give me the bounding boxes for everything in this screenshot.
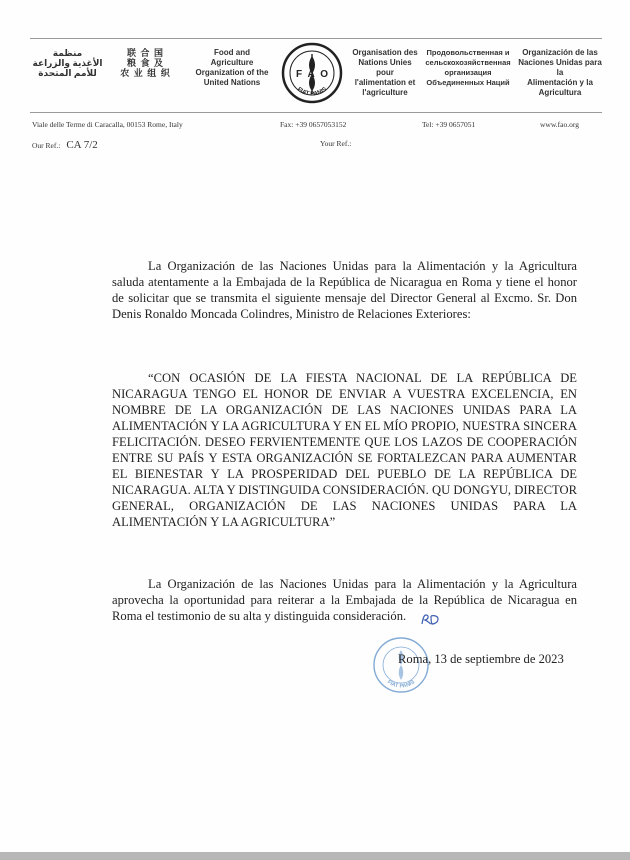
our-ref-label: Our Ref.: [32,141,61,150]
contact-address: Viale delle Terme di Caracalla, 00153 Rome, Italy [32,120,183,129]
logo-motto: FIAT PANIS [295,86,329,98]
page-shadow-edge [0,852,630,860]
letterhead-russian: Продовольственная и сельскохозяйственная организация Объединенных Наций [425,48,511,87]
logo-letters: F A O [296,69,328,80]
stamp-text: FIAT PANIS [385,679,417,690]
our-ref-value: CA 7/2 [66,139,98,151]
contact-fax: Fax: +39 0657053152 [280,120,347,129]
header-top-rule [30,38,602,39]
dateline: Roma, 13 de septiembre de 2023 [398,652,564,666]
our-ref [32,139,98,151]
letterhead-french: Organisation des Nations Unies pour l'alimentation et l'agriculture [352,48,418,97]
letterhead-arabic: منظمة الأغذية والزراعة للأمم المتحدة [32,48,103,78]
your-ref-label: Your Ref.: [320,139,352,148]
letterhead-spanish: Organización de las Naciones Unidas para la Alimentación y la Agricultura [518,48,602,97]
body-quote: “CON OCASIÓN DE LA FIESTA NACIONAL DE LA REPÚBLICA DE NICARAGUA TENGO EL HONOR DE ENVIAR A VUESTRA EXCELENCIA, EN NOMBRE DE LA ORGANIZACIÓN DE LAS NACIONES UNIDAS PARA LA ALIMENTACIÓN Y LA AGRICULTURA Y EN EL MÍO PROPIO, NUESTRA SINCERA FELICITACIÓN. DESEO FERVIENTEMENTE QUE LOS LAZOS DE COOPERACIÓN ENTRE SU PAÍS Y ESTA ORGANIZACIÓN SE FORTALEZCAN PARA AUMENTAR EL BIENESTAR Y LA PROSPERIDAD DEL PUEBLO DE LA REPÚBLICA DE NICARAGUA. ALTA Y DISTINGUIDA CONSIDERACIÓN. QU DONGYU, DIRECTOR GENERAL, ORGANIZACIÓN DE LAS NACIONES UNIDAS PARA LA ALIMENTACIÓN Y LA AGRICULTURA” [112,371,577,529]
contact-tel: Tel: +39 0657051 [422,120,476,129]
body-paragraph-2: La Organización de las Naciones Unidas para la Alimentación y la Agricultura aprovecha la oportunidad para reiterar a la Embajada de la República de Nicaragua en Roma el testimonio de su alta y distinguida consideración. [112,577,577,623]
your-ref [320,139,351,148]
contact-web: www.fao.org [540,120,579,129]
fao-logo [281,42,343,104]
body-paragraph-1: La Organización de las Naciones Unidas para la Alimentación y la Agricultura saluda atentamente a la Embajada de la República de Nicaragua en Roma y tiene el honor de solicitar que se transmita el siguiente mensaje del Director General al Excmo. Sr. Don Denis Ronaldo Moncada Colindres, Ministro de Relaciones Exteriores: [112,259,577,321]
letterhead-chinese: 联 合 国 粮 食 及 农 业 组 织 [120,48,171,78]
letterhead-english: Food and Agriculture Organization of the United Nations [195,48,269,87]
handwritten-initials [420,612,442,626]
header-bottom-rule [30,112,602,113]
